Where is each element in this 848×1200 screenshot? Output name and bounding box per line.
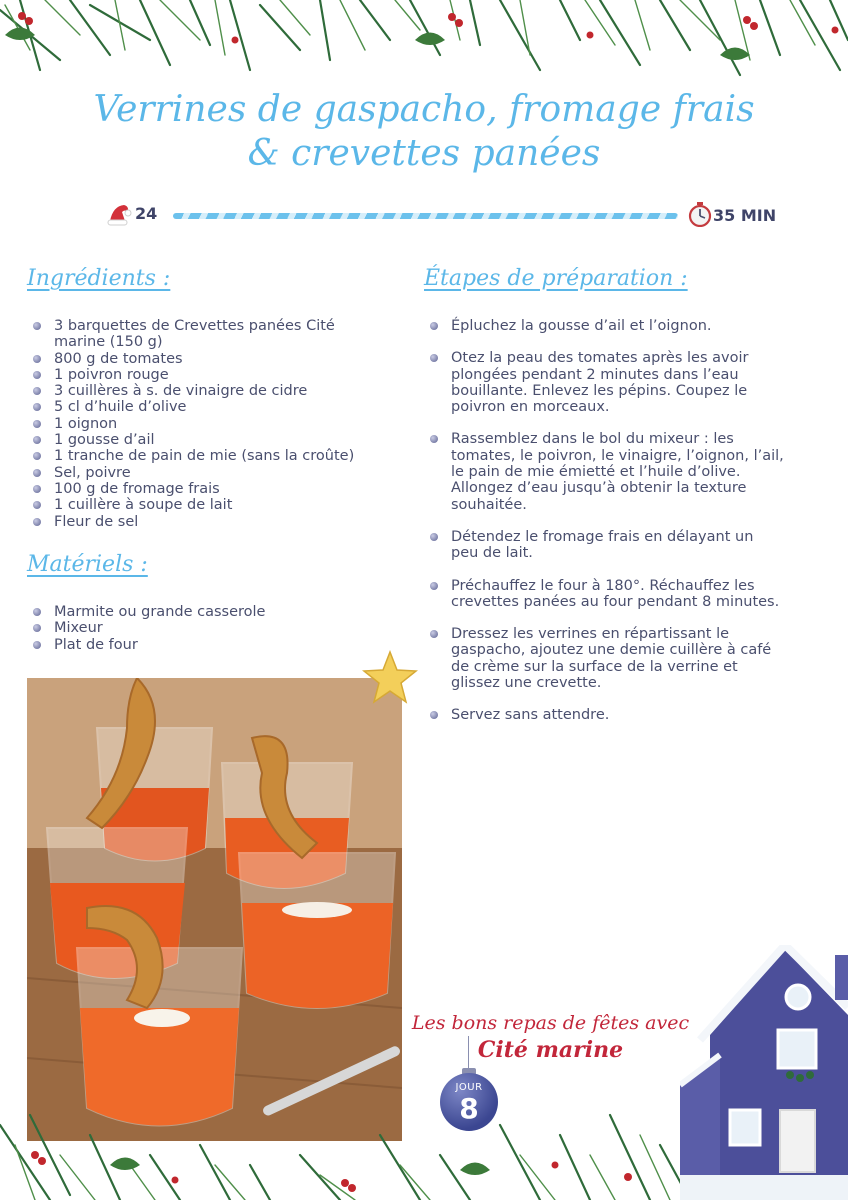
ingredients-list: [27, 318, 387, 530]
list-item: Fleur de sel: [27, 514, 387, 530]
step-item: Otez la peau des tomates après les avoir plongées pendant 2 minutes dans l’eau bouillante. Enlevez les pépins. Coupez le poivron en morceaux.: [424, 350, 784, 415]
servings-count: 24: [135, 204, 158, 223]
prep-time: 35 MIN: [713, 206, 777, 225]
list-item: 5 cl d’huile d’olive: [27, 399, 387, 415]
list-item: 1 gousse d’ail: [27, 432, 387, 448]
step-item: Détendez le fromage frais en délayant un peu de lait.: [424, 529, 784, 562]
step-item: Servez sans attendre.: [424, 707, 784, 723]
list-item: 800 g de tomates: [27, 351, 387, 367]
day-label: JOUR: [455, 1082, 483, 1093]
step-item: Rassemblez dans le bol du mixeur : les tomates, le poivron, le vinaigre, l’oignon, l’ail, le pain de mie émietté et l’huile d’olive. Allongez d’eau jusqu’à obtenir la texture souhaitée.: [424, 431, 784, 512]
recipe-photo: [27, 678, 402, 1141]
list-item: 1 oignon: [27, 416, 387, 432]
decorative-ribbon: [173, 213, 678, 219]
day-number: 8: [459, 1092, 479, 1125]
list-item: Marmite ou grande casserole: [27, 604, 387, 620]
list-item: Sel, poivre: [27, 465, 387, 481]
title-line-2: & crevettes panées: [247, 133, 601, 174]
list-item: 1 poivron rouge: [27, 367, 387, 383]
branding-tagline: Les bons repas de fêtes avec: [411, 1012, 690, 1034]
step-item: Épluchez la gousse d’ail et l’oignon.: [424, 318, 784, 334]
gold-star-icon: [362, 650, 418, 704]
santa-hat-icon: [105, 200, 133, 228]
list-item: 3 cuillères à s. de vinaigre de cidre: [27, 383, 387, 399]
snowy-house-illustration: [680, 945, 848, 1200]
step-item: Préchauffez le four à 180°. Réchauffez les crevettes panées au four pendant 8 minutes.: [424, 578, 784, 611]
recipe-title: [0, 88, 848, 176]
list-item: 3 barquettes de Crevettes panées Cité marine (150 g): [27, 318, 387, 351]
stopwatch-icon: [687, 201, 713, 227]
list-item: 1 tranche de pain de mie (sans la croûte): [27, 448, 387, 464]
step-item: Dressez les verrines en répartissant le gaspacho, ajoutez une demie cuillère à café de crème sur la surface de la verrine et glissez une crevette.: [424, 626, 784, 691]
list-item: Mixeur: [27, 620, 387, 636]
materials-heading: Matériels :: [27, 552, 148, 577]
materials-list: [27, 604, 387, 653]
brand-name: Cité marine: [477, 1037, 624, 1063]
steps-heading: Étapes de préparation :: [424, 266, 688, 291]
list-item: 100 g de fromage frais: [27, 481, 387, 497]
recipe-meta-row: [105, 200, 785, 230]
ingredients-heading: Ingrédients :: [27, 266, 171, 291]
top-pine-garland: [0, 0, 848, 90]
title-line-1: Verrines de gaspacho, fromage frais: [93, 89, 755, 130]
list-item: Plat de four: [27, 637, 387, 653]
list-item: 1 cuillère à soupe de lait: [27, 497, 387, 513]
steps-list: [424, 318, 784, 740]
